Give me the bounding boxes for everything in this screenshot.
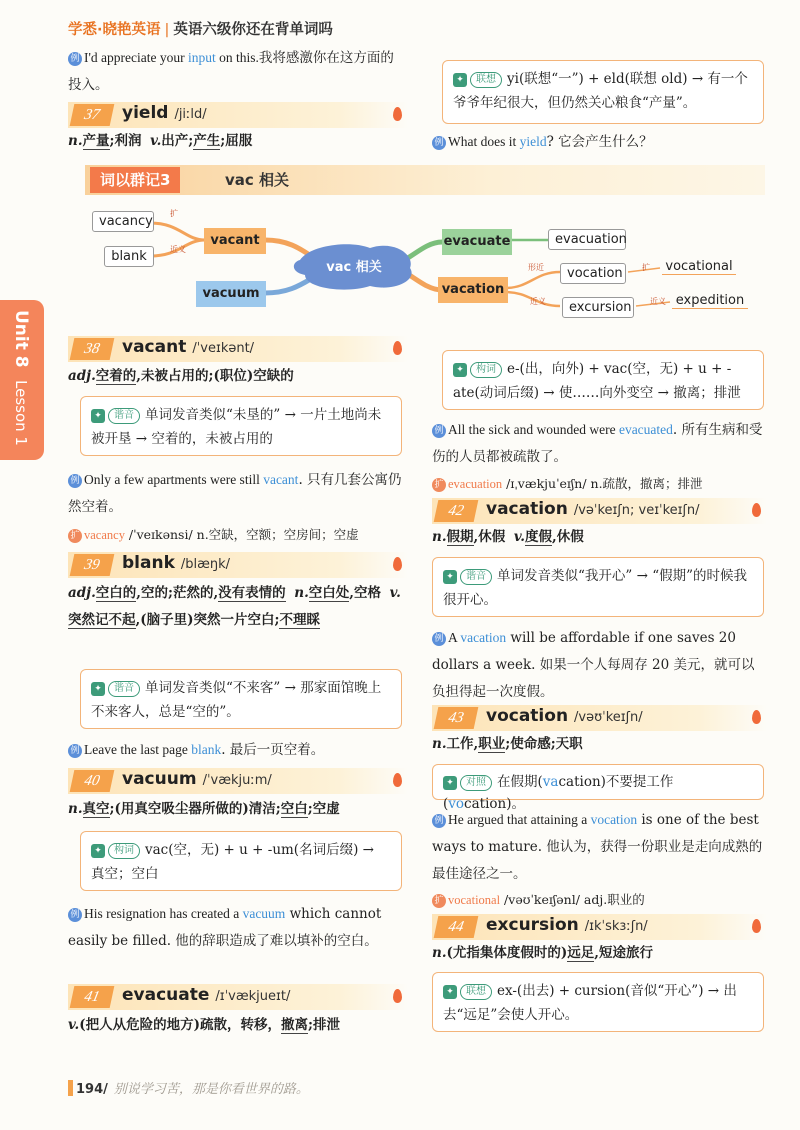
- example-highlight: input: [188, 50, 216, 65]
- def-text: ,空格: [349, 585, 381, 601]
- example-icon: 例: [432, 632, 446, 646]
- example-text: . 所有生病和受伤的人员都被疏散了。: [432, 422, 763, 465]
- example-highlight: yield: [519, 134, 547, 149]
- bulb-icon: ✦: [443, 570, 457, 584]
- headword-text: vacation: [486, 499, 568, 519]
- def-text: ;利润: [109, 133, 142, 149]
- example-text: on this.: [215, 50, 259, 65]
- tip-text: 单词发音类似“我开心” → “假期”的时候我很开心。: [443, 568, 748, 608]
- part-of-speech: v.: [389, 585, 401, 601]
- example-text: ? 它会产生什么？: [546, 134, 653, 150]
- label-near: 近义: [170, 245, 186, 254]
- headword: [486, 499, 699, 519]
- def-key: 突然记不起: [68, 612, 136, 628]
- page-number: 194/: [76, 1082, 108, 1097]
- part-of-speech: v.: [68, 1017, 80, 1033]
- headword: [122, 337, 254, 357]
- def-text: ;空虚: [307, 801, 340, 817]
- part-of-speech: n.: [432, 945, 447, 961]
- flame-icon: [752, 710, 761, 724]
- def-key: 不理睬: [279, 612, 320, 628]
- footer-bar: [68, 1080, 73, 1096]
- example-highlight: vacant: [263, 472, 299, 487]
- bulb-icon: ✦: [453, 363, 467, 377]
- headword: [486, 915, 648, 935]
- example-38: [68, 466, 403, 521]
- section-title: vac 相关: [225, 171, 290, 189]
- lesson-label: Lesson 1: [12, 380, 30, 446]
- tip-text: e-(出，向外) + vac(空，无) + u + -ate(动词后缀) → 使……向外变空 → 撤离；排泄: [453, 361, 741, 401]
- tip-text: vac(空，无) + u + -um(名词后缀) → 真空；空白: [91, 842, 374, 882]
- node-vacant: vacant: [204, 228, 266, 254]
- headword-text: vacuum: [122, 769, 197, 789]
- word-entry-41: [68, 984, 408, 1010]
- bulb-icon: ✦: [91, 682, 105, 696]
- def-key: 没有表情的: [218, 585, 286, 601]
- word-number: 41: [70, 986, 115, 1008]
- node-blank: blank: [104, 246, 154, 267]
- flame-icon: [393, 773, 402, 787]
- example-text: All the sick and wounded were: [448, 422, 619, 437]
- kuo-41: [432, 470, 767, 498]
- word-entry-37: [68, 102, 408, 128]
- def-key: 职业: [478, 736, 506, 752]
- part-of-speech: v.: [513, 529, 525, 545]
- extension-word: vacancy: [84, 528, 125, 542]
- definition-39: [68, 580, 403, 634]
- def-text: ,(脑子里)突然一片空白;: [135, 612, 280, 628]
- part-of-speech: n.: [68, 801, 83, 817]
- label-form: 形近: [528, 263, 544, 272]
- example-icon: 例: [68, 744, 82, 758]
- example-40: [68, 900, 403, 955]
- extension-text: /ɪˌvækjuˈeɪʃn/ n.疏散，撤离；排泄: [502, 476, 703, 491]
- example-42: [432, 624, 767, 706]
- tip-text: 在假期(: [497, 774, 543, 790]
- example-icon: 例: [68, 908, 82, 922]
- def-key: 产生: [193, 133, 221, 149]
- tip-box-40: [80, 831, 402, 891]
- header-separator: |: [164, 22, 170, 38]
- definition-43: [432, 731, 767, 758]
- def-text: ,短途旅行: [594, 945, 653, 961]
- def-text: ,休假: [473, 529, 506, 545]
- bulb-icon: ✦: [443, 776, 457, 790]
- extension-word: evacuation: [448, 477, 503, 491]
- tip-tag: 谐音: [460, 569, 492, 585]
- example-text: is one of the best ways to mature. 他认为，获得一份职业是走向成熟的最佳途径之一。: [432, 812, 763, 882]
- word-number: 39: [70, 554, 115, 576]
- part-of-speech: n.: [68, 133, 83, 149]
- example-43: [432, 806, 767, 888]
- example-text: which cannot easily be filled. 他的辞职造成了难以填补的空白。: [68, 906, 382, 949]
- tip-text: cation)不要提工作(: [443, 774, 674, 812]
- section-tag: 词以群记3: [90, 167, 180, 193]
- definition-38: [68, 363, 403, 390]
- word-entry-42: [432, 498, 767, 524]
- def-key: 产量: [82, 133, 110, 149]
- example-text: A: [448, 630, 461, 645]
- example-text: I'd appreciate your: [84, 50, 189, 65]
- example-translation: 我将感激你在这方面的投入。: [68, 50, 394, 93]
- example-icon: 例: [432, 424, 446, 438]
- phonetic: /vəʊˈkeɪʃn/: [574, 710, 643, 725]
- tip-highlight: va: [542, 774, 559, 790]
- node-excursion: excursion: [562, 297, 634, 318]
- phonetic: /ɪkˈskɜːʃn/: [584, 919, 648, 934]
- tip-tag: 联想: [460, 984, 492, 1000]
- tip-box-38: [80, 396, 402, 456]
- node-vacancy: vacancy: [92, 211, 154, 232]
- def-key: 空白的: [95, 585, 137, 601]
- extension-text: /ˈveɪkənsi/ n.空缺，空额；空房间；空虚: [124, 527, 359, 542]
- extension-word: vocational: [448, 893, 501, 907]
- word-number: 42: [434, 500, 479, 522]
- example-text: will be affordable if one saves 20 dollars a week. 如果一个人每周存 20 美元，就可以负担得起一次度假。: [432, 630, 755, 700]
- definition-41: [68, 1012, 403, 1039]
- def-text: 出产: [161, 133, 189, 149]
- bulb-icon: ✦: [443, 985, 457, 999]
- phonetic: /jiːld/: [174, 107, 207, 122]
- example-highlight: vacuum: [242, 906, 286, 921]
- tip-text: cation)。: [464, 796, 525, 812]
- example-41: [432, 416, 767, 471]
- example-text: He argued that attaining a: [448, 812, 591, 827]
- def-text: ,空的;茫然的,: [136, 585, 219, 601]
- label-kuo: 扩: [642, 263, 650, 272]
- node-vocation: vocation: [560, 263, 626, 284]
- tip-tag: 对照: [460, 775, 492, 791]
- section-header: [85, 165, 765, 195]
- word-entry-40: [68, 768, 408, 794]
- definition-42: [432, 524, 767, 551]
- headword-text: vacant: [122, 337, 187, 357]
- def-text: ;使命感;天职: [505, 736, 583, 752]
- node-center: vac 相关: [326, 260, 382, 275]
- definition-37: [68, 128, 403, 155]
- flame-icon: [752, 503, 761, 517]
- def-key: 空白处: [308, 585, 350, 601]
- example-highlight: vacation: [460, 630, 507, 645]
- example-icon: 例: [432, 136, 446, 150]
- definition-44: [432, 940, 767, 967]
- tip-box-39: [80, 669, 402, 729]
- node-evacuate: evacuate: [442, 229, 512, 255]
- tip-text: yi(联想“一”) + eld(联想 old) → 有一个爷爷年纪很大，但仍然关心粮食“产量”。: [453, 71, 748, 111]
- def-key: 空白: [280, 801, 308, 817]
- word-entry-39: [68, 552, 408, 578]
- book-title: 英语六级你还在背单词吗: [173, 22, 333, 38]
- example-37: [432, 128, 767, 156]
- flame-icon: [393, 557, 402, 571]
- example-text: Leave the last page: [84, 742, 192, 757]
- node-expedition: expedition: [672, 293, 748, 309]
- node-vocational: vocational: [662, 259, 736, 275]
- extension-icon: 扩: [432, 894, 446, 908]
- word-number: 40: [70, 770, 115, 792]
- phonetic: /vəˈkeɪʃn; veɪˈkeɪʃn/: [573, 503, 700, 518]
- tip-tag: 构词: [108, 843, 140, 859]
- example-highlight: evacuated: [618, 422, 673, 437]
- def-key: 真空: [82, 801, 110, 817]
- def-text: ,未被占用的;(职位)空缺的: [136, 368, 294, 384]
- extension-icon: 扩: [432, 478, 446, 492]
- flame-icon: [393, 107, 402, 121]
- def-text: 工作,: [446, 736, 479, 752]
- def-text: ;: [188, 133, 194, 149]
- extension-icon: 扩: [68, 529, 82, 543]
- tip-box-41: [442, 350, 764, 410]
- kuo-43: [432, 886, 767, 914]
- def-text: ;排泄: [307, 1017, 340, 1033]
- def-text: (把人从危险的地方)疏散，转移，: [79, 1017, 281, 1033]
- brand-name: 学悉·晓艳英语: [68, 22, 161, 38]
- tip-highlight: vo: [448, 796, 465, 812]
- word-number: 43: [434, 707, 479, 729]
- node-vacation: vacation: [438, 277, 508, 303]
- phonetic: /ˈvækjuːm/: [202, 773, 272, 788]
- definition-40: [68, 796, 403, 823]
- label-kuo: 扩: [170, 209, 178, 218]
- word-number: 38: [70, 338, 115, 360]
- example-highlight: blank: [191, 742, 222, 757]
- def-text: (尤指集体度假时的): [446, 945, 568, 961]
- example-icon: 例: [432, 814, 446, 828]
- node-vacuum: vacuum: [196, 281, 266, 307]
- bulb-icon: ✦: [91, 409, 105, 423]
- example-highlight: vocation: [590, 812, 638, 827]
- headword-text: yield: [122, 103, 169, 123]
- kuo-38: [68, 521, 403, 549]
- part-of-speech: adj.: [68, 368, 96, 384]
- part-of-speech: adj.: [68, 585, 96, 601]
- label-near: 近义: [530, 297, 546, 306]
- phonetic: /ˈveɪkənt/: [192, 341, 255, 356]
- word-entry-43: [432, 705, 767, 731]
- page-header: [68, 18, 333, 39]
- def-key: 远足: [567, 945, 595, 961]
- tip-box-37: [442, 60, 764, 124]
- tip-tag: 构词: [470, 362, 502, 378]
- example-icon: 例: [68, 52, 82, 66]
- example-text: . 只有几套公寓仍然空着。: [68, 472, 402, 515]
- headword: [122, 769, 272, 789]
- flame-icon: [393, 341, 402, 355]
- def-key: 空着的: [95, 368, 137, 384]
- def-key: 撤离: [280, 1017, 308, 1033]
- def-key: 度假: [525, 529, 552, 545]
- flame-icon: [752, 919, 761, 933]
- page-footer: [68, 1078, 309, 1097]
- flame-icon: [393, 989, 402, 1003]
- headword-text: evacuate: [122, 985, 210, 1005]
- phonetic: /blæŋk/: [180, 557, 231, 572]
- tip-box-43: [432, 764, 764, 812]
- tip-text: 单词发音类似“不来客” → 那家面馆晚上不来客人，总是“空的”。: [91, 680, 382, 720]
- headword-text: blank: [122, 553, 175, 573]
- unit-label: Unit 8: [11, 310, 31, 368]
- tip-tag: 谐音: [108, 408, 140, 424]
- label-near: 近义: [650, 297, 666, 306]
- headword-text: excursion: [486, 915, 579, 935]
- tip-tag: 谐音: [108, 681, 140, 697]
- tip-text: ex-(出去) + cursion(音似“开心”) → 出去“远足”会使人开心。: [443, 983, 737, 1023]
- word-number: 44: [434, 916, 479, 938]
- tip-box-42: [432, 557, 764, 617]
- example-icon: 例: [68, 474, 82, 488]
- extension-text: /vəʊˈkeɪʃənl/ adj.职业的: [500, 892, 645, 907]
- tip-text: 单词发音类似“未垦的” → 一片土地尚未被开垦 → 空着的，未被占用的: [91, 407, 382, 447]
- example-39: [68, 736, 403, 764]
- def-key: 假期: [446, 529, 474, 545]
- tip-tag: 联想: [470, 72, 502, 88]
- part-of-speech: n.: [432, 529, 447, 545]
- bulb-icon: ✦: [453, 73, 467, 87]
- example-text: . 最后一页空着。: [221, 742, 325, 758]
- footer-motto: 别说学习苦，那是你看世界的路。: [113, 1082, 309, 1097]
- headword: [486, 706, 643, 726]
- example-text: Only a few apartments were still: [84, 472, 264, 487]
- headword: [122, 103, 207, 123]
- phonetic: /ɪˈvækjueɪt/: [215, 989, 291, 1004]
- def-text: ,休假: [552, 529, 584, 545]
- word-entry-38: [68, 336, 408, 362]
- node-evacuation: evacuation: [548, 229, 626, 250]
- bulb-icon: ✦: [91, 844, 105, 858]
- headword: [122, 985, 290, 1005]
- word-number: 37: [70, 104, 115, 126]
- word-entry-44: [432, 914, 767, 940]
- headword-text: vocation: [486, 706, 569, 726]
- part-of-speech: v.: [150, 133, 162, 149]
- input-example: [68, 44, 403, 99]
- def-text: ;(用真空吸尘器所做的)清洁;: [109, 801, 281, 817]
- def-text: ;屈服: [220, 133, 253, 149]
- tip-box-44: [432, 972, 764, 1032]
- headword: [122, 553, 230, 573]
- example-text: What does it: [448, 134, 520, 149]
- part-of-speech: n.: [432, 736, 447, 752]
- example-text: His resignation has created a: [84, 906, 243, 921]
- part-of-speech: n.: [294, 585, 309, 601]
